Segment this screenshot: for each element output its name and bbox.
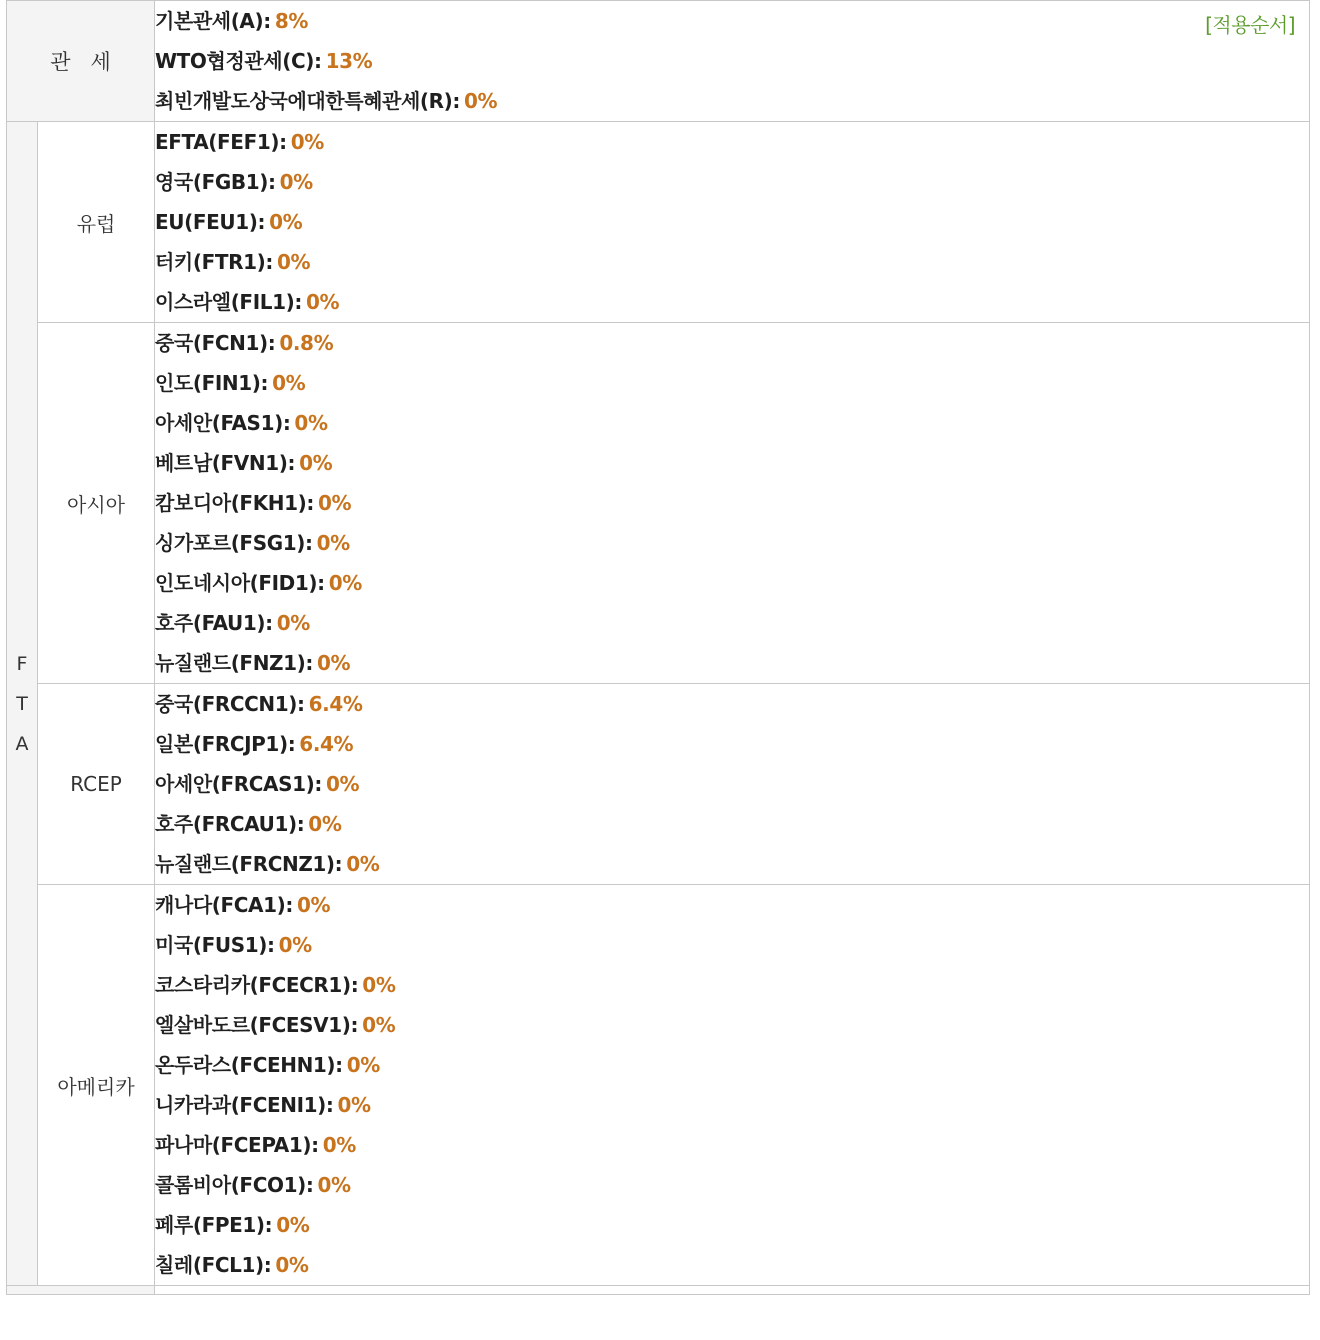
apply-order-link[interactable]: [적용순서] (1205, 13, 1295, 37)
rate-value: 0% (269, 210, 303, 234)
rate-item (155, 323, 1309, 363)
rate-label: 미국(FUS1): (155, 933, 275, 957)
rate-value: 0% (272, 371, 306, 395)
rate-value: 0% (279, 170, 313, 194)
rate-value: 0% (362, 1013, 396, 1037)
rate-value: 0% (299, 451, 333, 475)
rate-value: 0% (322, 1133, 356, 1157)
rate-value: 6.4% (308, 692, 363, 716)
rate-label: 캄보디아(FKH1): (155, 491, 314, 515)
rate-value: 0% (290, 130, 324, 154)
rate-item (155, 1245, 1309, 1285)
rate-label: 코스타리카(FCECR1): (155, 973, 359, 997)
rate-item (155, 1165, 1309, 1205)
rate-label: 싱가포르(FSG1): (155, 531, 313, 555)
next-row-header-cell (7, 1286, 155, 1295)
rate-item (155, 603, 1309, 643)
rate-label: 중국(FRCCN1): (155, 692, 305, 716)
rate-item (155, 443, 1309, 483)
rate-label: 페루(FPE1): (155, 1213, 273, 1237)
region-label-americas: 아메리카 (38, 885, 155, 1286)
rate-label: 아세안(FRCAS1): (155, 772, 322, 796)
rate-value: 0% (326, 772, 360, 796)
rate-item (155, 965, 1309, 1005)
fta-letter: T (16, 692, 28, 715)
rate-item (155, 885, 1309, 925)
fta-group-row-europe (7, 122, 1310, 323)
rate-label: 호주(FRCAU1): (155, 812, 305, 836)
rate-item (155, 282, 1309, 322)
rate-label: 최빈개발도상국에대한특혜관세(R): (155, 89, 460, 113)
rate-label: 인도네시아(FID1): (155, 571, 325, 595)
rate-value: 0% (276, 1213, 310, 1237)
rate-label: 니카라과(FCENI1): (155, 1093, 334, 1117)
fta-group-row-americas (7, 885, 1310, 1286)
rate-value: 0% (294, 411, 328, 435)
rate-value: 0% (337, 1093, 371, 1117)
fta-letter: F (16, 652, 28, 675)
rate-value: 0.8% (279, 331, 334, 355)
rate-item (155, 363, 1309, 403)
fta-group-row-rcep (7, 684, 1310, 885)
rate-item (155, 41, 1309, 81)
region-label-rcep: RCEP (38, 684, 155, 885)
rate-label: 중국(FCN1): (155, 331, 276, 355)
tariff-label: 관 세 (50, 50, 111, 74)
rate-label: 이스라엘(FIL1): (155, 290, 302, 314)
rate-label: 일본(FRCJP1): (155, 732, 296, 756)
rate-label: 베트남(FVN1): (155, 451, 296, 475)
rate-label: 엘살바도르(FCESV1): (155, 1013, 359, 1037)
fta-group-row-asia (7, 323, 1310, 684)
rate-value: 0% (276, 250, 311, 274)
rate-value: 0% (297, 893, 331, 917)
rate-value: 0% (463, 89, 498, 113)
rate-label: 호주(FAU1): (155, 611, 273, 635)
rate-item (155, 1085, 1309, 1125)
rate-label: 뉴질랜드(FRCNZ1): (155, 852, 343, 876)
rate-value: 13% (325, 49, 373, 73)
rate-label: 콜롬비아(FCO1): (155, 1173, 314, 1197)
rate-item (155, 1, 1309, 41)
fta-rates-cell (155, 122, 1310, 323)
rate-label: 캐나다(FCA1): (155, 893, 293, 917)
rate-value: 6.4% (299, 732, 354, 756)
region-label-europe: 유럽 (38, 122, 155, 323)
rate-item (155, 242, 1309, 282)
rate-item (155, 483, 1309, 523)
rate-item (155, 684, 1309, 724)
fta-rates-cell (155, 885, 1310, 1286)
rate-item (155, 81, 1309, 121)
rate-label: 기본관세(A): (155, 9, 271, 33)
fta-rates-cell (155, 684, 1310, 885)
rate-label: EU(FEU1): (155, 210, 266, 234)
rate-value: 8% (274, 9, 309, 33)
rate-item (155, 1125, 1309, 1165)
rate-item (155, 724, 1309, 764)
tariff-rates-cell (155, 1, 1310, 122)
rate-label: 뉴질랜드(FNZ1): (155, 651, 313, 675)
rate-label: EFTA(FEF1): (155, 130, 287, 154)
rate-value: 0% (346, 1053, 380, 1077)
rate-value: 0% (318, 491, 352, 515)
region-label-asia: 아시아 (38, 323, 155, 684)
rate-item (155, 1045, 1309, 1085)
rate-value: 0% (317, 651, 351, 675)
rate-item (155, 643, 1309, 683)
rate-label: 칠레(FCL1): (155, 1253, 272, 1277)
rate-label: 영국(FGB1): (155, 170, 276, 194)
rate-item (155, 1005, 1309, 1045)
rate-value: 0% (346, 852, 380, 876)
rate-value: 0% (328, 571, 362, 595)
rate-value: 0% (317, 1173, 351, 1197)
rate-value: 0% (362, 973, 396, 997)
tariff-rate-table (6, 0, 1310, 1295)
rate-value: 0% (275, 1253, 309, 1277)
rate-value: 0% (278, 933, 312, 957)
rate-label: 인도(FIN1): (155, 371, 269, 395)
next-row-partial (7, 1286, 1310, 1295)
rate-item (155, 804, 1309, 844)
rate-label: 아세안(FAS1): (155, 411, 291, 435)
next-row-rates-cell (155, 1286, 1310, 1295)
rate-value: 0% (316, 531, 350, 555)
rate-item (155, 122, 1309, 162)
rate-label: 파나마(FCEPA1): (155, 1133, 319, 1157)
rate-item (155, 563, 1309, 603)
rate-item (155, 162, 1309, 202)
fta-rates-cell (155, 323, 1310, 684)
rate-value: 0% (305, 290, 340, 314)
rate-label: 터키(FTR1): (155, 250, 273, 274)
fta-header-cell (7, 122, 38, 1286)
rate-item (155, 764, 1309, 804)
tariff-header-cell (7, 1, 155, 122)
rate-item (155, 403, 1309, 443)
rate-value: 0% (276, 611, 310, 635)
rate-item (155, 202, 1309, 242)
rate-item (155, 925, 1309, 965)
rate-label: WTO협정관세(C): (155, 49, 322, 73)
rate-label: 온두라스(FCEHN1): (155, 1053, 343, 1077)
rate-item (155, 523, 1309, 563)
tariff-row (7, 1, 1310, 122)
rate-value: 0% (308, 812, 342, 836)
fta-letter: A (15, 732, 29, 755)
rate-item (155, 1205, 1309, 1245)
rate-item (155, 844, 1309, 884)
